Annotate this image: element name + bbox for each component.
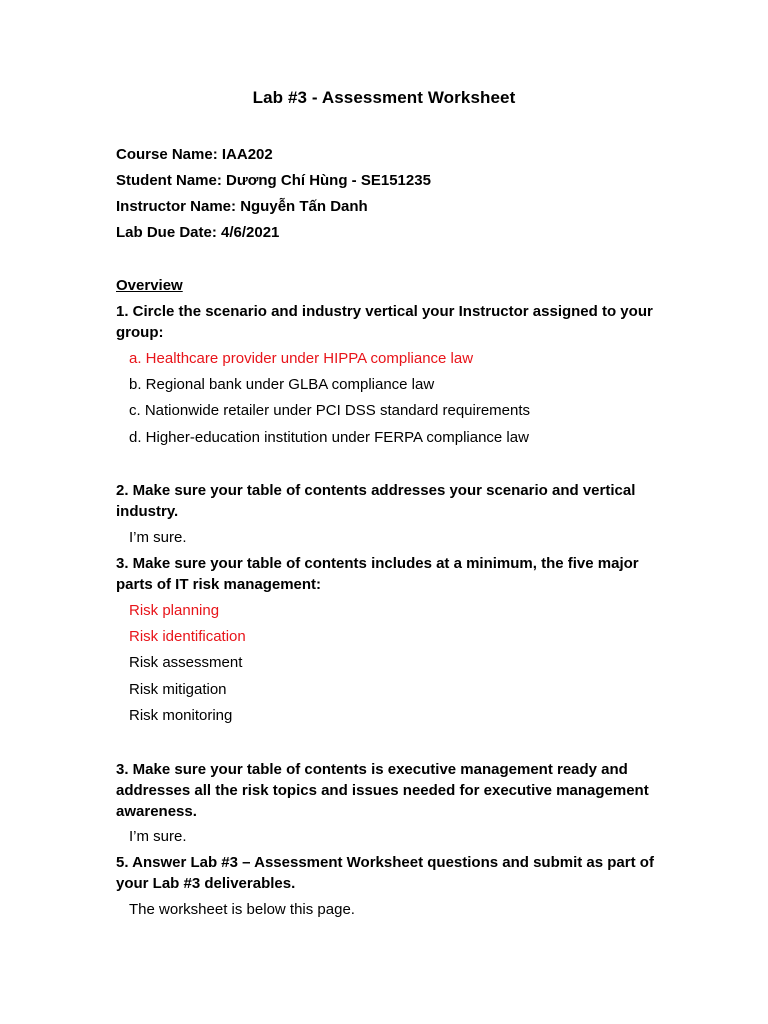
course-name: Course Name: IAA202	[116, 146, 273, 163]
question-2: 2. Make sure your table of contents addresses your scenario and vertical industry.	[116, 482, 636, 520]
page-title: Lab #3 - Assessment Worksheet	[252, 88, 516, 107]
risk-item-identification: Risk identification	[129, 628, 246, 645]
lab-due-date: Lab Due Date: 4/6/2021	[116, 224, 280, 241]
question-3b: 3. Make sure your table of contents is executive management ready and addresses all the risk topics and issues needed for executive management awareness.	[116, 761, 649, 820]
answer-3b: I’m sure.	[129, 828, 187, 845]
risk-item-monitoring: Risk monitoring	[129, 707, 233, 724]
risk-item-assessment: Risk assessment	[129, 654, 243, 671]
instructor-name: Instructor Name: Nguyễn Tấn Danh	[116, 198, 368, 215]
option-d: d. Higher-education institution under FERPA compliance law	[129, 429, 529, 446]
answer-5: The worksheet is below this page.	[129, 901, 355, 918]
option-b: b. Regional bank under GLBA compliance law	[129, 376, 435, 393]
student-name: Student Name: Dương Chí Hùng - SE151235	[116, 172, 431, 189]
risk-item-mitigation: Risk mitigation	[129, 681, 227, 698]
risk-item-planning: Risk planning	[129, 602, 220, 619]
option-c: c. Nationwide retailer under PCI DSS standard requirements	[129, 402, 531, 419]
answer-2: I’m sure.	[129, 529, 187, 546]
question-5: 5. Answer Lab #3 – Assessment Worksheet questions and submit as part of your Lab #3 deliverables.	[116, 854, 654, 892]
overview-heading: Overview	[116, 277, 183, 294]
question-1: 1. Circle the scenario and industry vertical your Instructor assigned to your group:	[116, 303, 653, 341]
option-a: a. Healthcare provider under HIPPA compliance law	[129, 350, 474, 367]
question-3a: 3. Make sure your table of contents includes at a minimum, the five major parts of IT risk management:	[116, 555, 639, 593]
